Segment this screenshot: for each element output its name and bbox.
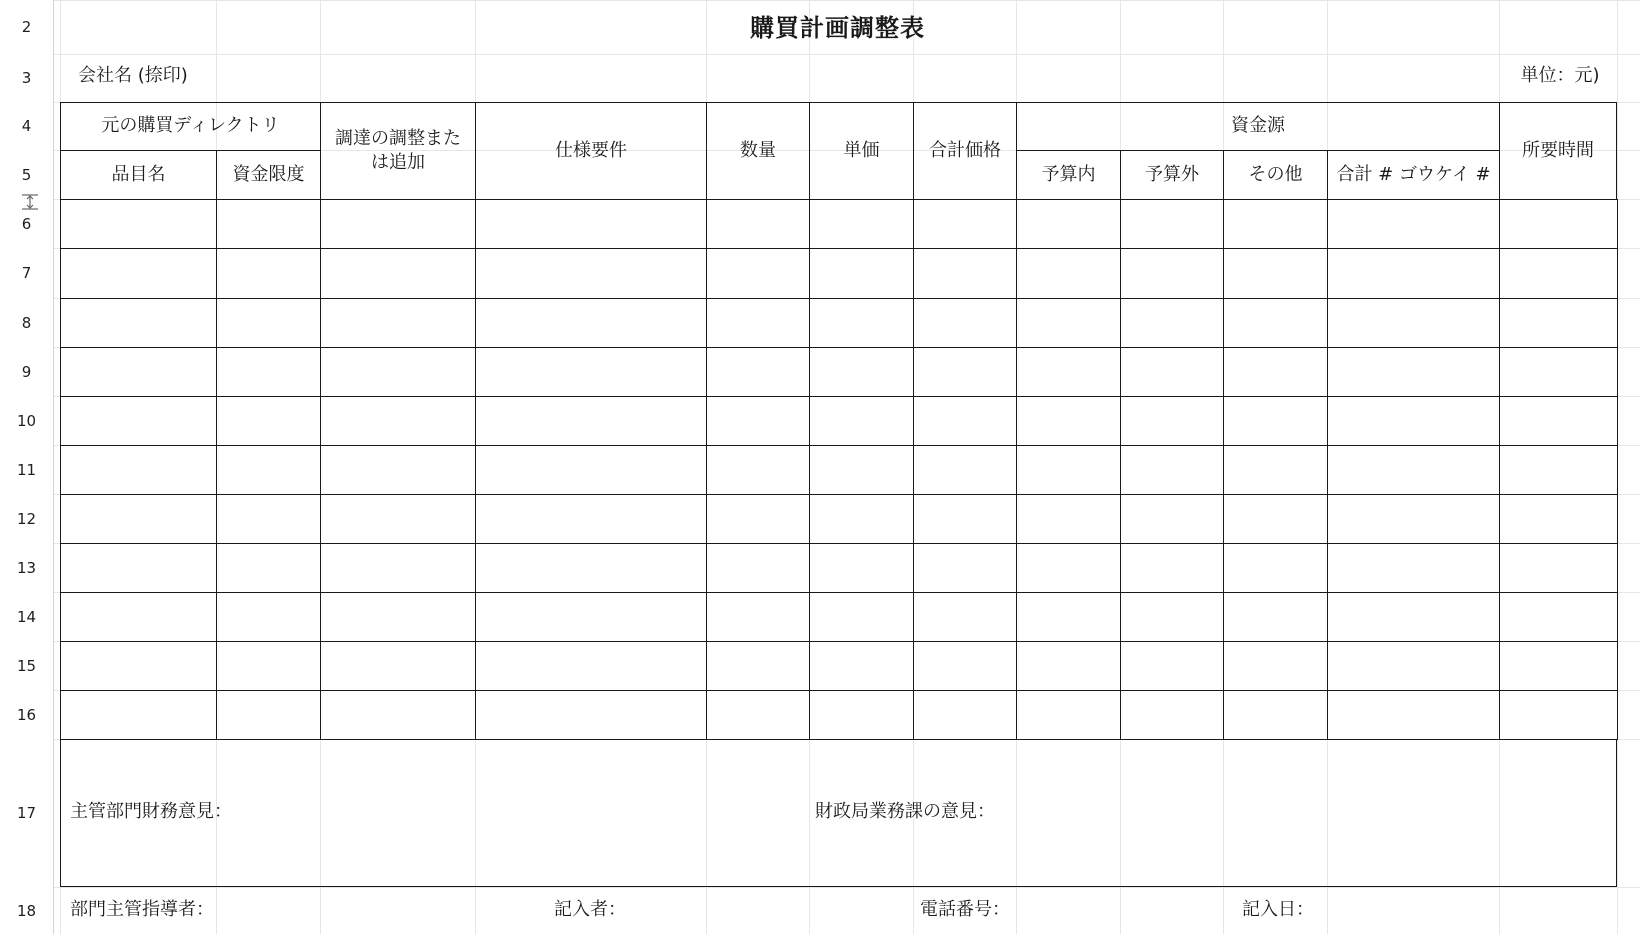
row-header-6[interactable]: 6 (0, 199, 54, 248)
table-cell[interactable] (809, 199, 914, 249)
table-cell[interactable] (706, 641, 810, 691)
table-cell[interactable] (475, 592, 707, 642)
table-cell[interactable] (1016, 543, 1121, 593)
row-header-17[interactable]: 17 (0, 739, 54, 887)
table-cell[interactable] (913, 690, 1017, 740)
table-cell[interactable] (320, 543, 476, 593)
table-cell[interactable] (913, 641, 1017, 691)
table-cell[interactable] (1223, 592, 1328, 642)
table-cell[interactable] (1223, 690, 1328, 740)
table-cell[interactable] (1016, 690, 1121, 740)
table-cell[interactable] (1499, 641, 1618, 691)
table-cell[interactable] (60, 199, 217, 249)
table-cell[interactable] (320, 641, 476, 691)
row-header-18[interactable]: 18 (0, 887, 54, 934)
table-cell[interactable] (216, 199, 321, 249)
table-cell[interactable] (1499, 690, 1618, 740)
table-cell[interactable] (1016, 199, 1121, 249)
table-cell[interactable] (913, 298, 1017, 348)
row-header-14[interactable]: 14 (0, 592, 54, 641)
table-cell[interactable] (1120, 641, 1224, 691)
table-cell[interactable] (809, 543, 914, 593)
header-out-budget[interactable]: 予算外 (1120, 150, 1224, 200)
table-cell[interactable] (475, 494, 707, 544)
table-cell[interactable] (320, 199, 476, 249)
finance-bureau-opinion[interactable]: 財政局業務課の意見： (815, 800, 995, 822)
table-cell[interactable] (706, 248, 810, 299)
row-header-5[interactable]: 5 (0, 150, 54, 199)
table-cell[interactable] (60, 543, 217, 593)
table-cell[interactable] (809, 494, 914, 544)
table-cell[interactable] (1120, 690, 1224, 740)
table-cell[interactable] (216, 641, 321, 691)
table-cell[interactable] (1120, 298, 1224, 348)
table-cell[interactable] (320, 592, 476, 642)
table-cell[interactable] (216, 248, 321, 299)
table-cell[interactable] (1016, 641, 1121, 691)
table-cell[interactable] (1223, 347, 1328, 397)
company-name-label[interactable]: 会社名 (捺印) (78, 64, 188, 86)
row-header-7[interactable]: 7 (0, 248, 54, 298)
table-cell[interactable] (475, 248, 707, 299)
row-header-4[interactable]: 4 (0, 102, 54, 150)
table-cell[interactable] (320, 690, 476, 740)
table-cell[interactable] (1223, 543, 1328, 593)
table-cell[interactable] (216, 347, 321, 397)
table-cell[interactable] (913, 396, 1017, 446)
table-cell[interactable] (1327, 347, 1500, 397)
table-cell[interactable] (809, 445, 914, 495)
table-cell[interactable] (706, 347, 810, 397)
table-cell[interactable] (706, 494, 810, 544)
row-header-3[interactable]: 3 (0, 54, 54, 102)
table-cell[interactable] (320, 494, 476, 544)
row-resize-icon-glyph (20, 192, 40, 212)
table-cell[interactable] (475, 445, 707, 495)
table-cell[interactable] (475, 199, 707, 249)
table-cell[interactable] (1499, 298, 1618, 348)
table-cell[interactable] (216, 543, 321, 593)
header-unit-price[interactable]: 単価 (809, 102, 914, 200)
table-cell[interactable] (60, 592, 217, 642)
table-cell[interactable] (60, 248, 217, 299)
table-cell[interactable] (1016, 396, 1121, 446)
table-cell[interactable] (913, 445, 1017, 495)
table-cell[interactable] (1327, 641, 1500, 691)
table-cell[interactable] (1499, 347, 1618, 397)
row-header-8[interactable]: 8 (0, 298, 54, 347)
table-cell[interactable] (60, 641, 217, 691)
table-cell[interactable] (320, 298, 476, 348)
header-quantity[interactable]: 数量 (706, 102, 810, 200)
table-cell[interactable] (1223, 641, 1328, 691)
table-cell[interactable] (1327, 298, 1500, 348)
table-cell[interactable] (1120, 347, 1224, 397)
table-cell[interactable] (216, 396, 321, 446)
table-cell[interactable] (1016, 494, 1121, 544)
table-cell[interactable] (1499, 199, 1618, 249)
header-other[interactable]: その他 (1223, 150, 1328, 200)
header-original-directory[interactable]: 元の購買ディレクトリ (60, 102, 321, 151)
row-header-2[interactable]: 2 (0, 0, 54, 54)
table-cell[interactable] (216, 298, 321, 348)
header-spec[interactable]: 仕様要件 (475, 102, 707, 200)
header-in-budget[interactable]: 予算内 (1016, 150, 1121, 200)
table-cell[interactable] (1120, 592, 1224, 642)
table-cell[interactable] (60, 298, 217, 348)
table-cell[interactable] (1120, 445, 1224, 495)
header-item-name[interactable]: 品目名 (60, 150, 217, 200)
table-cell[interactable] (216, 445, 321, 495)
table-cell[interactable] (60, 690, 217, 740)
table-cell[interactable] (1223, 445, 1328, 495)
table-cell[interactable] (60, 396, 217, 446)
table-cell[interactable] (706, 298, 810, 348)
table-cell[interactable] (1223, 494, 1328, 544)
table-cell[interactable] (1120, 396, 1224, 446)
table-cell[interactable] (216, 494, 321, 544)
table-cell[interactable] (1327, 248, 1500, 299)
table-cell[interactable] (216, 592, 321, 642)
table-cell[interactable] (1327, 396, 1500, 446)
header-fund-limit[interactable]: 資金限度 (216, 150, 321, 200)
table-cell[interactable] (1223, 396, 1328, 446)
table-cell[interactable] (1120, 494, 1224, 544)
form-title[interactable]: 購買計画調整表 (750, 13, 925, 42)
table-cell[interactable] (60, 347, 217, 397)
row-header-12[interactable]: 12 (0, 494, 54, 543)
table-cell[interactable] (1223, 199, 1328, 249)
table-cell[interactable] (1016, 592, 1121, 642)
table-cell[interactable] (913, 199, 1017, 249)
table-cell[interactable] (1016, 445, 1121, 495)
table-cell[interactable] (809, 248, 914, 299)
table-cell[interactable] (1499, 494, 1618, 544)
table-cell[interactable] (1327, 592, 1500, 642)
table-cell[interactable] (706, 543, 810, 593)
table-cell[interactable] (216, 690, 321, 740)
phone-label[interactable]: 電話番号： (920, 898, 1010, 920)
table-cell[interactable] (809, 592, 914, 642)
table-cell[interactable] (706, 690, 810, 740)
header-adjustment[interactable]: 調達の調整または追加 (320, 102, 476, 200)
row-header-15[interactable]: 15 (0, 641, 54, 690)
table-cell[interactable] (475, 396, 707, 446)
table-cell[interactable] (913, 248, 1017, 299)
row-header-13[interactable]: 13 (0, 543, 54, 592)
table-cell[interactable] (706, 396, 810, 446)
row-resize-icon[interactable] (19, 190, 41, 214)
table-cell[interactable] (1120, 199, 1224, 249)
table-cell[interactable] (1327, 543, 1500, 593)
table-cell[interactable] (1327, 199, 1500, 249)
table-cell[interactable] (913, 347, 1017, 397)
table-cell[interactable] (809, 347, 914, 397)
table-cell[interactable] (60, 445, 217, 495)
recorder-label[interactable]: 記入者： (554, 898, 626, 920)
row-header-9[interactable]: 9 (0, 347, 54, 396)
table-cell[interactable] (1120, 543, 1224, 593)
table-cell[interactable] (913, 494, 1017, 544)
header-time-required[interactable]: 所要時間 (1499, 102, 1617, 200)
table-cell[interactable] (913, 592, 1017, 642)
table-cell[interactable] (1499, 248, 1618, 299)
header-total-price[interactable]: 合計価格 (913, 102, 1017, 200)
table-cell[interactable] (809, 396, 914, 446)
table-cell[interactable] (1223, 298, 1328, 348)
table-cell[interactable] (706, 199, 810, 249)
date-label[interactable]: 記入日： (1242, 898, 1314, 920)
table-cell[interactable] (1016, 347, 1121, 397)
table-cell[interactable] (60, 494, 217, 544)
table-cell[interactable] (475, 543, 707, 593)
table-cell[interactable] (320, 248, 476, 299)
table-cell[interactable] (1499, 592, 1618, 642)
table-cell[interactable] (1499, 445, 1618, 495)
row-header-11[interactable]: 11 (0, 445, 54, 494)
table-cell[interactable] (1016, 298, 1121, 348)
table-cell[interactable] (475, 298, 707, 348)
unit-label[interactable]: 単位：元) (1520, 64, 1600, 86)
table-cell[interactable] (1016, 248, 1121, 299)
table-cell[interactable] (1327, 494, 1500, 544)
dept-finance-opinion[interactable]: 主管部門財務意見： (70, 800, 232, 822)
table-cell[interactable] (706, 445, 810, 495)
table-cell[interactable] (809, 641, 914, 691)
row-header-10[interactable]: 10 (0, 396, 54, 445)
row-header-16[interactable]: 16 (0, 690, 54, 739)
table-cell[interactable] (1499, 543, 1618, 593)
table-cell[interactable] (320, 445, 476, 495)
table-cell[interactable] (809, 298, 914, 348)
table-cell[interactable] (320, 396, 476, 446)
table-cell[interactable] (475, 641, 707, 691)
table-cell[interactable] (1327, 445, 1500, 495)
table-cell[interactable] (809, 690, 914, 740)
header-total-gokei[interactable]: 合計 # ゴウケイ # (1327, 150, 1500, 200)
header-funding-source[interactable]: 資金源 (1016, 102, 1500, 151)
table-cell[interactable] (1499, 396, 1618, 446)
table-cell[interactable] (706, 592, 810, 642)
table-cell[interactable] (1223, 248, 1328, 299)
table-cell[interactable] (913, 543, 1017, 593)
table-cell[interactable] (475, 347, 707, 397)
table-cell[interactable] (475, 690, 707, 740)
table-cell[interactable] (1327, 690, 1500, 740)
table-cell[interactable] (320, 347, 476, 397)
table-cell[interactable] (1120, 248, 1224, 299)
dept-leader-label[interactable]: 部門主管指導者： (70, 898, 214, 920)
